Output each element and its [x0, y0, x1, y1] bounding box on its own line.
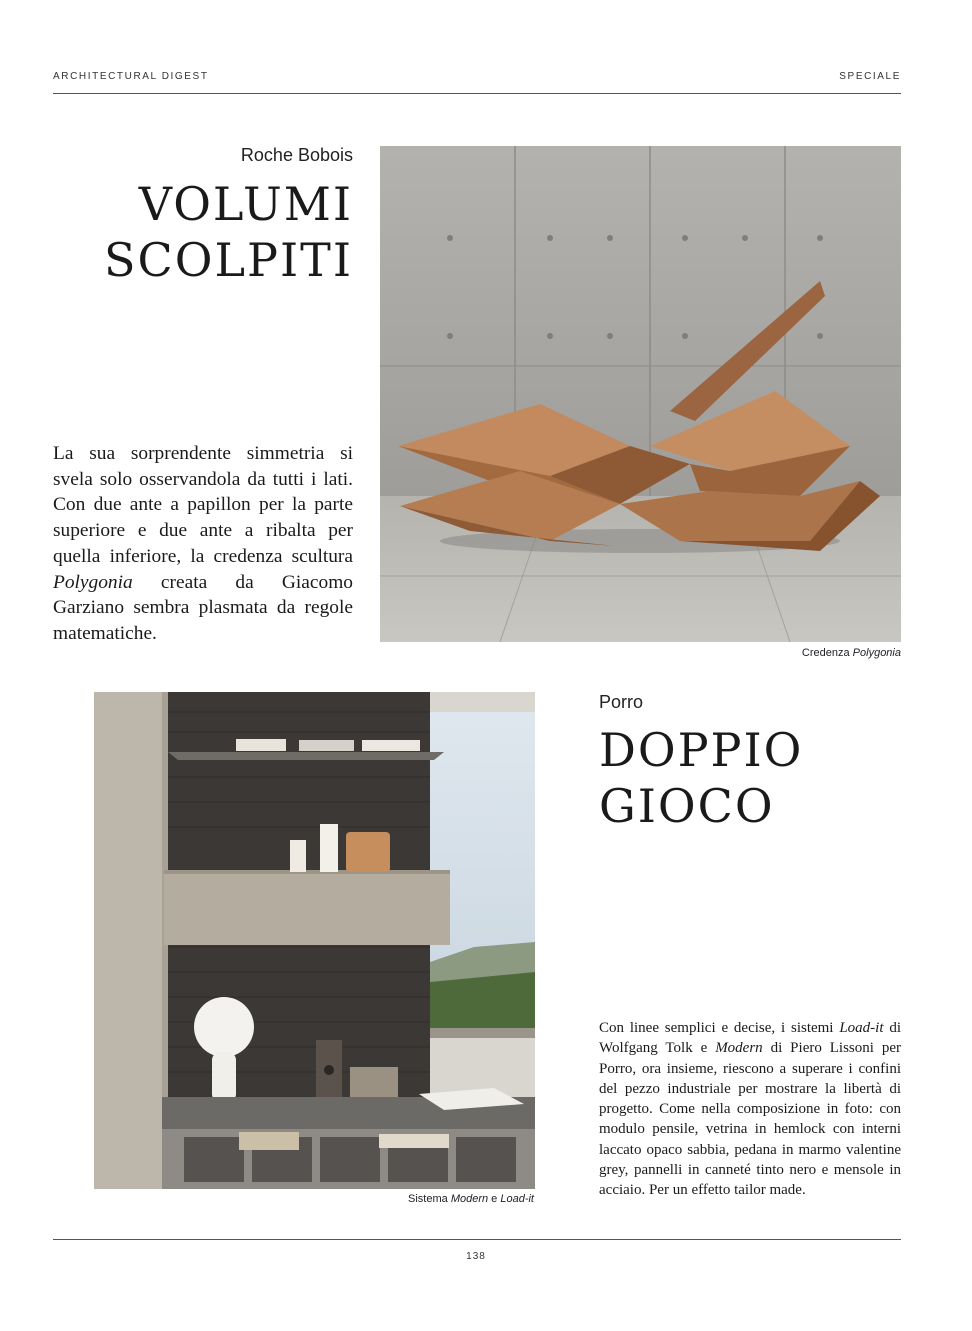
article2-body-part1: Con linee semplici e decise, i sistemi: [599, 1020, 840, 1036]
article2-headline: [599, 722, 803, 834]
article1-headline: [104, 176, 353, 288]
article2-brand: Porro: [599, 692, 644, 712]
photo2-caption-mid: e: [488, 1193, 501, 1205]
page-number: 138: [466, 1251, 486, 1262]
article1-brand: Roche Bobois: [240, 145, 353, 165]
article1-body-part1: La sua sorprendente simmetria si svela solo osservandola da tutti i lati. Con due ante a papillon per la parte superiore e due ante a ribalta per quella inferiore, la credenza scultura: [53, 443, 353, 567]
photo1-caption-italic: Polygonia: [852, 647, 901, 659]
footer-rule: [53, 1239, 901, 1240]
article2-body-part3: di Piero Lissoni per Porro, ora insieme, riescono a superare i confini del pezzo industriale per mostrare la libertà di progetto. Come nella composizione in foto: con modulo pensile, vetrina in hemlock con interni laccato opaco sabbia, pedana in marmo valentine grey, pannelli in canneté tinto nero e mensole in acciaio. Per un effetto tailor made.: [599, 1040, 901, 1199]
photo2-caption: [408, 1193, 534, 1205]
article2-headline-line1: DOPPIO: [599, 723, 804, 777]
photo2-caption-italic1: Modern: [450, 1193, 489, 1205]
article1-body-italic: Polygonia: [53, 571, 133, 593]
article1-body: [53, 441, 353, 647]
photo1-caption-prefix: Credenza: [801, 647, 853, 659]
photo2-caption-italic2: Load-it: [500, 1193, 534, 1205]
article2-body: [599, 1018, 901, 1201]
article1-headline-line2: SCOLPITI: [104, 233, 353, 287]
photo1-caption: [802, 647, 901, 659]
modern-loadit-system-photo: [94, 692, 535, 1189]
section-label: SPECIALE: [839, 71, 901, 82]
article2-headline-line2: GIOCO: [599, 779, 775, 833]
article1-body-part2: creata da Giacomo Garziano sembra plasmata da regole matematiche.: [53, 571, 353, 644]
polygonia-sideboard-photo: [380, 146, 901, 642]
photo2-caption-prefix: Sistema: [408, 1193, 451, 1205]
article2-body-italic2: Modern: [715, 1040, 763, 1057]
header-rule: [53, 93, 901, 94]
article2-body-part2: di Wolfgang Tolk e: [599, 1020, 901, 1057]
publication-name: ARCHITECTURAL DIGEST: [53, 71, 209, 82]
article2-body-italic1: Load-it: [839, 1020, 884, 1036]
article1-headline-line1: VOLUMI: [138, 177, 353, 231]
